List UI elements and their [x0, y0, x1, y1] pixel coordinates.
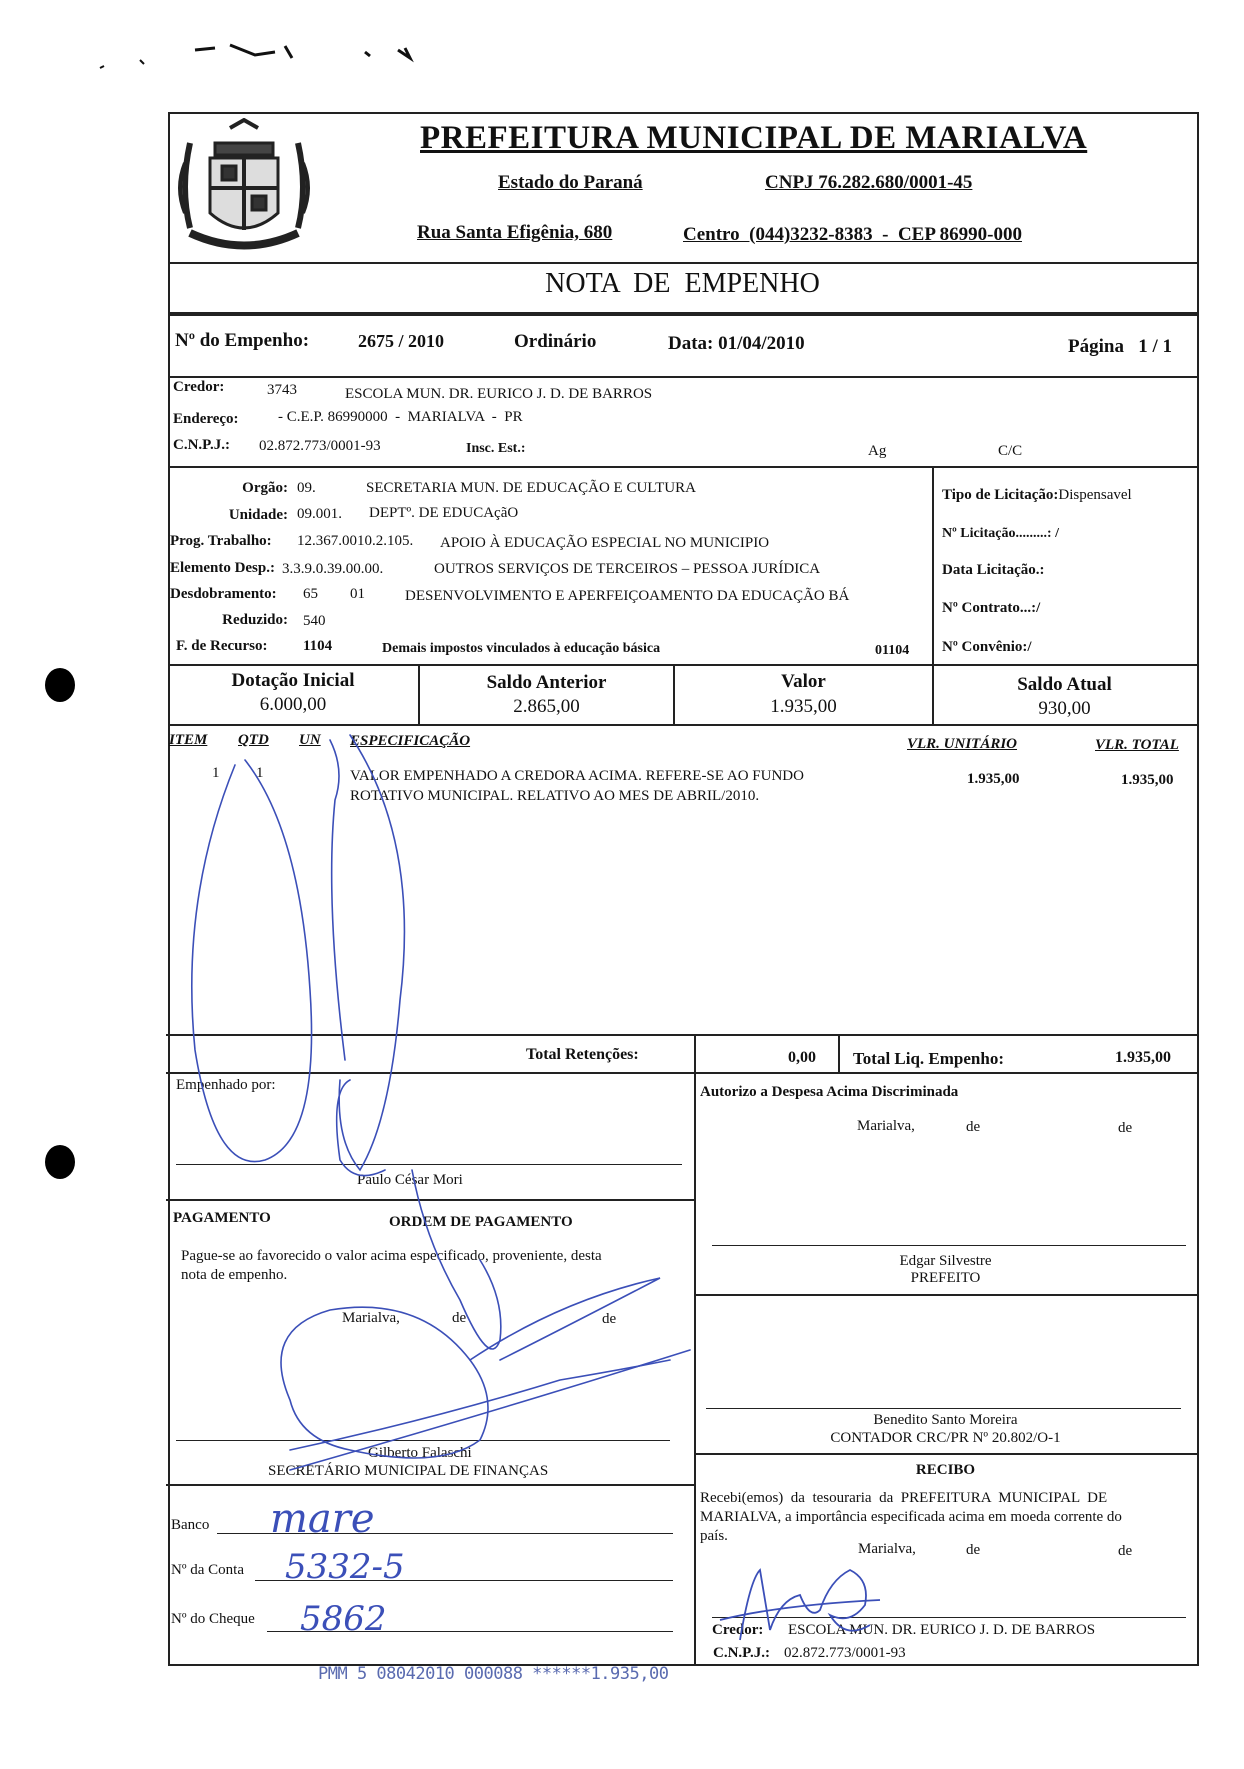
- unidade-label: Unidade:: [228, 507, 288, 523]
- prog-label: Prog. Trabalho:: [170, 533, 272, 549]
- licitacao-date: Data Licitação.:: [942, 562, 1045, 578]
- banco-valor: mare: [270, 1496, 375, 1542]
- row-vlr-unitario: 1.935,00: [967, 771, 1020, 787]
- col-vlr-total: VLR. TOTAL: [1095, 737, 1179, 753]
- desdobramento-sub: 01: [350, 586, 365, 602]
- orgao-label: Orgão:: [242, 480, 288, 496]
- saldo-atual-value: 930,00: [1038, 698, 1091, 719]
- recurso-label: F. de Recurso:: [176, 638, 268, 654]
- pagamento-de-2: de: [602, 1311, 617, 1327]
- elemento-code: 3.3.9.0.39.00.00.: [282, 561, 384, 577]
- recurso-code-2: 01104: [875, 643, 910, 658]
- credor-label: Credor:: [173, 379, 225, 395]
- credor-cnpj: 02.872.773/0001-93: [259, 438, 381, 454]
- pagamento-de-1: de: [452, 1310, 467, 1326]
- contador-cargo: CONTADOR CRC/PR Nº 20.802/O-1: [830, 1430, 1061, 1446]
- ordem-pagamento-label: ORDEM DE PAGAMENTO: [389, 1214, 573, 1230]
- col-vlr-unitario: VLR. UNITÁRIO: [907, 736, 1018, 752]
- cheque-valor: 5862: [300, 1599, 387, 1639]
- elemento-label: Elemento Desp.:: [170, 560, 275, 576]
- retencoes-value: 0,00: [788, 1049, 816, 1066]
- header-cnpj: CNPJ 76.282.680/0001-45: [765, 172, 973, 193]
- reduzido-label: Reduzido:: [222, 612, 288, 628]
- recibo-label: RECIBO: [915, 1462, 976, 1478]
- empenho-date: Data: 01/04/2010: [668, 333, 805, 354]
- endereco-label: Endereço:: [173, 411, 239, 427]
- empenho-number-label: Nº do Empenho:: [175, 330, 310, 351]
- licitacao-number: Nº Licitação.........: /: [942, 526, 1059, 541]
- valor-value: 1.935,00: [770, 696, 837, 717]
- recibo-cnpj: 02.872.773/0001-93: [784, 1645, 906, 1661]
- tipo-licitacao-value: Dispensavel: [1058, 487, 1132, 503]
- prefeito-cargo: PREFEITO: [910, 1270, 981, 1286]
- elemento-name: OUTROS SERVIÇOS DE TERCEIROS – PESSOA JURÍDICA: [434, 561, 821, 577]
- row-especificacao-2: ROTATIVO MUNICIPAL. RELATIVO AO MES DE ABRIL/2010.: [350, 788, 760, 804]
- row-qtd: 1: [256, 765, 264, 781]
- punch-hole: [45, 1145, 75, 1179]
- prog-code: 12.367.0010.2.105.: [297, 533, 414, 549]
- page-number: Página 1 / 1: [1068, 336, 1172, 357]
- dotacao-label: Dotação Inicial: [231, 670, 355, 691]
- autorizo-local: Marialva,: [857, 1118, 915, 1134]
- saldo-atual-label: Saldo Atual: [1017, 674, 1112, 695]
- secretario-cargo: SECRETÁRIO MUNICIPAL DE FINANÇAS: [268, 1463, 549, 1479]
- liq-label: Total Liq. Empenho:: [853, 1049, 1004, 1068]
- secretario-nome: Gilberto Falaschi: [368, 1445, 472, 1461]
- col-especificacao: ESPECIFICAÇÃO: [350, 733, 471, 749]
- recurso-code: 1104: [303, 638, 333, 654]
- conta-valor: 5332-5: [285, 1547, 405, 1587]
- empenhado-nome: Paulo César Mori: [357, 1172, 463, 1188]
- dotacao-value: 6.000,00: [259, 694, 327, 715]
- page-title: PREFEITURA MUNICIPAL DE MARIALVA: [420, 120, 1088, 156]
- autorizo-de-2: de: [1118, 1120, 1133, 1136]
- conta-label: Nº da Conta: [171, 1562, 244, 1578]
- contador-nome: Benedito Santo Moreira: [873, 1412, 1018, 1428]
- cc-label: C/C: [998, 443, 1023, 459]
- empenho-number: 2675 / 2010: [358, 331, 445, 351]
- doc-title: NOTA DE EMPENHO: [545, 268, 820, 299]
- credor-address: - C.E.P. 86990000 - MARIALVA - PR: [278, 409, 523, 425]
- recurso-name: Demais impostos vinculados à educação básica: [382, 641, 661, 656]
- pagamento-label: PAGAMENTO: [173, 1210, 271, 1226]
- reduzido-value: 540: [303, 613, 326, 629]
- header-address-2: Centro (044)3232-8383 - CEP 86990-000: [683, 224, 1022, 245]
- autenticacao-stamp: PMM 5 08042010 000088 ******1.935,00: [318, 1664, 669, 1684]
- col-qtd: QTD: [238, 732, 269, 748]
- prog-name: APOIO À EDUCAÇÃO ESPECIAL NO MUNICIPIO: [440, 535, 770, 551]
- saldo-anterior-value: 2.865,00: [513, 696, 580, 717]
- liq-value: 1.935,00: [1115, 1049, 1171, 1066]
- col-un: UN: [299, 732, 321, 748]
- recibo-cnpj-label: C.N.P.J.:: [713, 1645, 770, 1661]
- desdobramento-code: 65: [303, 586, 318, 602]
- recibo-credor: ESCOLA MUN. DR. EURICO J. D. DE BARROS: [788, 1622, 1096, 1638]
- ag-label: Ag: [868, 443, 887, 459]
- unidade-name: DEPTº. DE EDUCAçãO: [369, 505, 519, 521]
- credor-name: ESCOLA MUN. DR. EURICO J. D. DE BARROS: [345, 386, 653, 402]
- credor-code: 3743: [267, 382, 297, 398]
- cheque-label: Nº do Cheque: [171, 1611, 255, 1627]
- pagamento-texto-1: Pague-se ao favorecido o valor acima especificado, proveniente, desta: [181, 1248, 602, 1264]
- col-item: ITEM: [169, 732, 208, 748]
- header-address: Rua Santa Efigênia, 680: [417, 222, 613, 243]
- recibo-texto-1: Recebi(emos) da tesouraria da PREFEITURA MUNICIPAL DE: [700, 1490, 1108, 1506]
- empenhado-label: Empenhado por:: [176, 1077, 276, 1093]
- retencoes-label: Total Retenções:: [526, 1046, 639, 1063]
- row-vlr-total: 1.935,00: [1121, 772, 1174, 788]
- row-especificacao-1: VALOR EMPENHADO A CREDORA ACIMA. REFERE-SE AO FUNDO: [350, 768, 804, 784]
- prefeito-nome: Edgar Silvestre: [899, 1253, 992, 1269]
- pagamento-local: Marialva,: [342, 1310, 400, 1326]
- recibo-local: Marialva,: [858, 1541, 916, 1557]
- scan-specks: [80, 20, 480, 80]
- tipo-licitacao-label: Tipo de Licitação:Dispensavel: [942, 487, 1132, 503]
- municipal-crest-icon: [170, 118, 318, 260]
- orgao-name: SECRETARIA MUN. DE EDUCAÇÃO E CULTURA: [366, 480, 696, 496]
- unidade-code: 09.001.: [297, 506, 342, 522]
- cnpj-label: C.N.P.J.:: [173, 437, 230, 453]
- empenho-type: Ordinário: [514, 331, 597, 352]
- convenio-number: Nº Convênio:/: [942, 639, 1032, 655]
- recibo-texto-3: país.: [700, 1528, 728, 1544]
- punch-hole: [45, 668, 75, 702]
- autorizo-de-1: de: [966, 1119, 981, 1135]
- recibo-de-2: de: [1118, 1543, 1133, 1559]
- insc-est-label: Insc. Est.:: [466, 441, 526, 456]
- row-item: 1: [212, 765, 220, 781]
- recibo-texto-2: MARIALVA, a importância especificada acima em moeda corrente do: [700, 1509, 1122, 1525]
- pagamento-texto-2: nota de empenho.: [181, 1267, 288, 1283]
- saldo-anterior-label: Saldo Anterior: [486, 672, 607, 693]
- state-name: Estado do Paraná: [498, 172, 643, 193]
- recibo-credor-label: Credor:: [712, 1622, 764, 1638]
- contrato-number: Nº Contrato...:/: [942, 600, 1041, 616]
- recibo-de-1: de: [966, 1542, 981, 1558]
- desdobramento-name: DESENVOLVIMENTO E APERFEIÇOAMENTO DA EDUCAÇÃO BÁ: [405, 588, 850, 604]
- autorizo-label: Autorizo a Despesa Acima Discriminada: [700, 1084, 959, 1100]
- banco-label: Banco: [171, 1517, 210, 1533]
- orgao-code: 09.: [297, 480, 316, 496]
- valor-label: Valor: [781, 671, 826, 692]
- desdobramento-label: Desdobramento:: [170, 586, 277, 602]
